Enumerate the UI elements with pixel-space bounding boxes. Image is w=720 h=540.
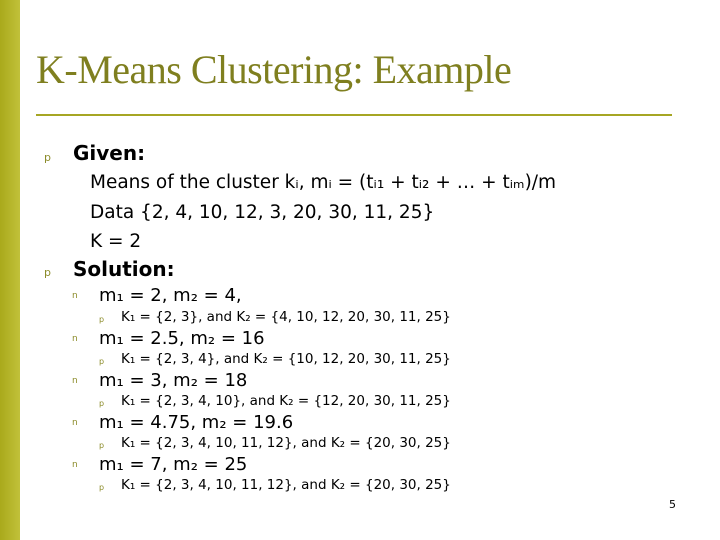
slide-title: K-Means Clustering: Example bbox=[36, 47, 512, 92]
iteration-1-bullet-icon: n bbox=[72, 291, 78, 301]
iteration-3-bullet-icon: n bbox=[72, 376, 78, 386]
iteration-3-sub-bullet-icon: p bbox=[99, 399, 105, 408]
given-heading: Given: bbox=[73, 141, 146, 165]
iteration-5-clusters: K₁ = {2, 3, 4, 10, 11, 12}, and K₂ = {20, 30, 25} bbox=[121, 477, 451, 493]
iteration-1-clusters: K₁ = {2, 3}, and K₂ = {4, 10, 12, 20, 30, 11, 25} bbox=[121, 309, 451, 325]
iteration-2-means: m₁ = 2.5, m₂ = 16 bbox=[99, 328, 265, 349]
iteration-5-bullet-icon: n bbox=[72, 460, 78, 470]
iteration-1-means: m₁ = 2, m₂ = 4, bbox=[99, 285, 242, 306]
iteration-4-means: m₁ = 4.75, m₂ = 19.6 bbox=[99, 412, 294, 433]
iteration-5-sub-bullet-icon: p bbox=[99, 483, 105, 492]
iteration-4-clusters: K₁ = {2, 3, 4, 10, 11, 12}, and K₂ = {20, 30, 25} bbox=[121, 435, 451, 451]
solution-bullet-icon: p bbox=[44, 266, 51, 279]
given-data-line: Data {2, 4, 10, 12, 3, 20, 30, 11, 25} bbox=[90, 202, 435, 223]
given-k-line: K = 2 bbox=[90, 231, 142, 252]
iteration-3-means: m₁ = 3, m₂ = 18 bbox=[99, 370, 248, 391]
iteration-2-sub-bullet-icon: p bbox=[99, 357, 105, 366]
iteration-2-bullet-icon: n bbox=[72, 334, 78, 344]
iteration-4-bullet-icon: n bbox=[72, 418, 78, 428]
iteration-3-clusters: K₁ = {2, 3, 4, 10}, and K₂ = {12, 20, 30, 11, 25} bbox=[121, 393, 451, 409]
page-number: 5 bbox=[669, 498, 676, 511]
title-underline bbox=[36, 114, 672, 116]
solution-heading: Solution: bbox=[73, 257, 175, 281]
iteration-2-clusters: K₁ = {2, 3, 4}, and K₂ = {10, 12, 20, 30, 11, 25} bbox=[121, 351, 451, 367]
iteration-4-sub-bullet-icon: p bbox=[99, 441, 105, 450]
iteration-1-sub-bullet-icon: p bbox=[99, 315, 105, 324]
left-accent-bar bbox=[0, 0, 20, 540]
iteration-5-means: m₁ = 7, m₂ = 25 bbox=[99, 454, 248, 475]
given-means-line: Means of the cluster kᵢ, mᵢ = (tᵢ₁ + tᵢ₂ + … + tᵢₘ)/m bbox=[90, 172, 557, 193]
given-bullet-icon: p bbox=[44, 151, 51, 164]
